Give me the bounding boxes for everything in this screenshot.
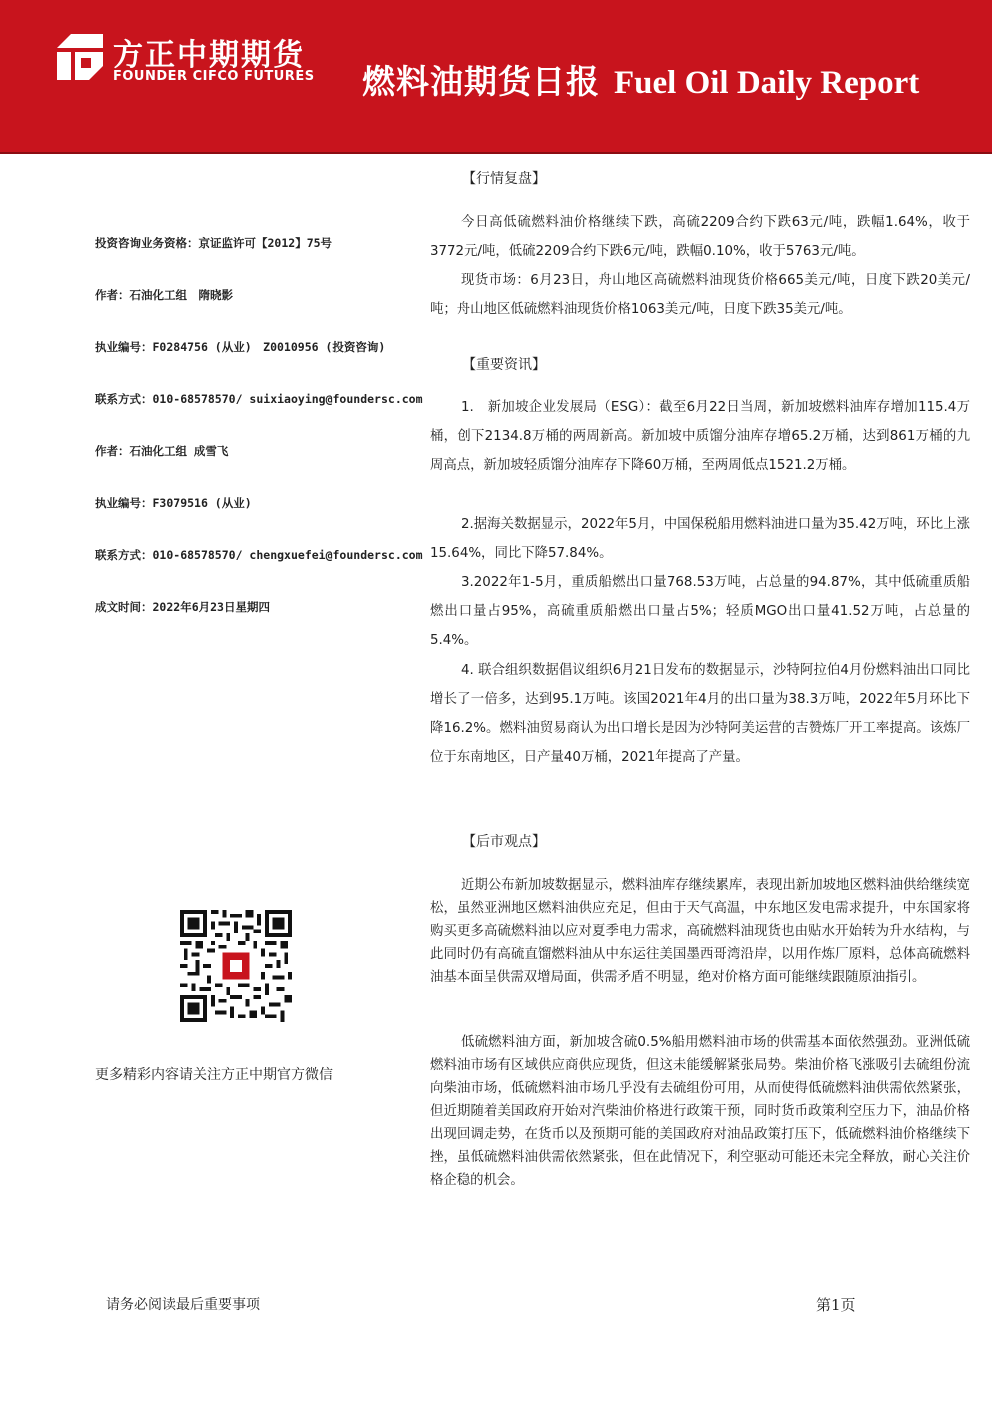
page-number: 第1页 — [816, 1296, 856, 1314]
report-date: 成文时间：2022年6月23日星期四 — [95, 600, 270, 614]
section-title-news: 【重要资讯】 — [462, 357, 546, 373]
license-info: 投资咨询业务资格：京证监许可【2012】75号 — [95, 236, 333, 250]
news-item-1: 1. 新加坡企业发展局（ESG）：截至6月22日当周，新加坡燃料油库存增加115.4万桶，创下2134.8万桶的两周新高。新加坡中质馏分油库存增65.2万桶，达到861万桶的九周高点，新加坡轻质馏分油库存下降60万桶，至两周低点1521.2万桶。 — [430, 400, 970, 473]
report-title — [362, 56, 919, 103]
review-paragraph-2: 现货市场：6月23日，舟山地区高硫燃料油现货价格665美元/吨，日度下跌20美元/吨；舟山地区低硫燃料油现货价格1063美元/吨，日度下跌35美元/吨。 — [430, 273, 970, 317]
outlook-paragraph-2: 低硫燃料油方面，新加坡含硫0.5%船用燃料油市场的供需基本面依然强劲。亚洲低硫燃料油市场有区域供应商供应现货，但这未能缓解紧张局势。柴油价格飞涨吸引去硫组份流向柴油市场，低硫燃料油市场几乎没有去硫组份可用，从而使得低硫燃料油供需依然紧张，但近期随着美国政府开始对汽柴油价格进行政策干预，同时货币政策利空压力下，油品价格出现回调走势，在货币以及预期可能的美国政府对油品政策打压下，低硫燃料油价格继续下挫，虽低硫燃料油供需依然紧张，但在此情况下，利空驱动可能还未完全释放，耐心关注价格企稳的机会。 — [430, 1035, 970, 1188]
news-item-4: 4. 联合组织数据倡议组织6月21日发布的数据显示，沙特阿拉伯4月份燃料油出口同比增长了一倍多，达到95.1万吨。该国2021年4月的出口量为38.3万吨，2022年5月环比下降16.2%。燃料油贸易商认为出口增长是因为沙特阿美运营的吉赞炼厂开工率提高。该炼厂位于东南地区，日产量40万桶，2021年提高了产量。 — [430, 663, 970, 765]
company-name-cn: 方正中期期货 — [113, 38, 305, 73]
section-title-review: 【行情复盘】 — [462, 171, 546, 187]
report-title-cn: 燃料油期货日报 — [362, 62, 600, 101]
author-2-contact: 联系方式：010-68578570/ chengxuefei@foundersc.com — [95, 548, 423, 562]
author-2-license-id: 执业编号：F3079516 (从业) — [95, 496, 252, 510]
report-header-band — [0, 0, 992, 152]
report-title-en: Fuel Oil Daily Report — [614, 65, 920, 101]
review-paragraph-1: 今日高低硫燃料油价格继续下跌，高硫2209合约下跌63元/吨，跌幅1.64%，收于3772元/吨，低硫2209合约下跌6元/吨，跌幅0.10%，收于5763元/吨。 — [430, 215, 970, 259]
outlook-paragraph-1: 近期公布新加坡数据显示，燃料油库存继续累库，表现出新加坡地区燃料油供给继续宽松，虽然亚洲地区燃料油供应充足，但由于天气高温，中东地区发电需求提升，中东国家将购买更多高硫燃料油以应对夏季电力需求，高硫燃料油现货也由贴水开始转为升水结构，与此同时仍有高硫直馏燃料油从中东运往美国墨西哥湾沿岸，以用作炼厂原料，总体高硫燃料油基本面呈供需双增局面，供需矛盾不明显，绝对价格方面可能继续跟随原油指引。 — [430, 878, 970, 985]
footer-disclaimer-notice: 请务必阅读最后重要事项 — [106, 1297, 260, 1313]
news-item-3: 3.2022年1-5月，重质船燃出口量768.53万吨，占总量的94.87%，其中低硫重质船燃出口量占95%，高硫重质船燃出口量占5%；轻质MGO出口量41.52万吨，占总量的5.4%。 — [430, 575, 970, 648]
section-title-outlook: 【后市观点】 — [462, 834, 546, 850]
author-1-license-id: 执业编号：F0284756 (从业) Z0010956 (投资咨询) — [95, 340, 386, 354]
author-2: 作者：石油化工组 成雪飞 — [95, 444, 229, 458]
founder-logo-icon — [57, 34, 103, 80]
qr-caption: 更多精彩内容请关注方正中期官方微信 — [95, 1067, 333, 1083]
author-1-contact: 联系方式：010-68578570/ suixiaoying@foundersc.com — [95, 392, 423, 406]
company-name-en: FOUNDER CIFCO FUTURES — [113, 69, 315, 84]
author-1: 作者：石油化工组 隋晓影 — [95, 288, 233, 302]
header-divider — [0, 152, 992, 154]
news-item-2: 2.据海关数据显示，2022年5月，中国保税船用燃料油进口量为35.42万吨，环比上涨15.64%，同比下降57.84%。 — [430, 517, 970, 561]
wechat-qr-code-icon — [180, 910, 292, 1022]
